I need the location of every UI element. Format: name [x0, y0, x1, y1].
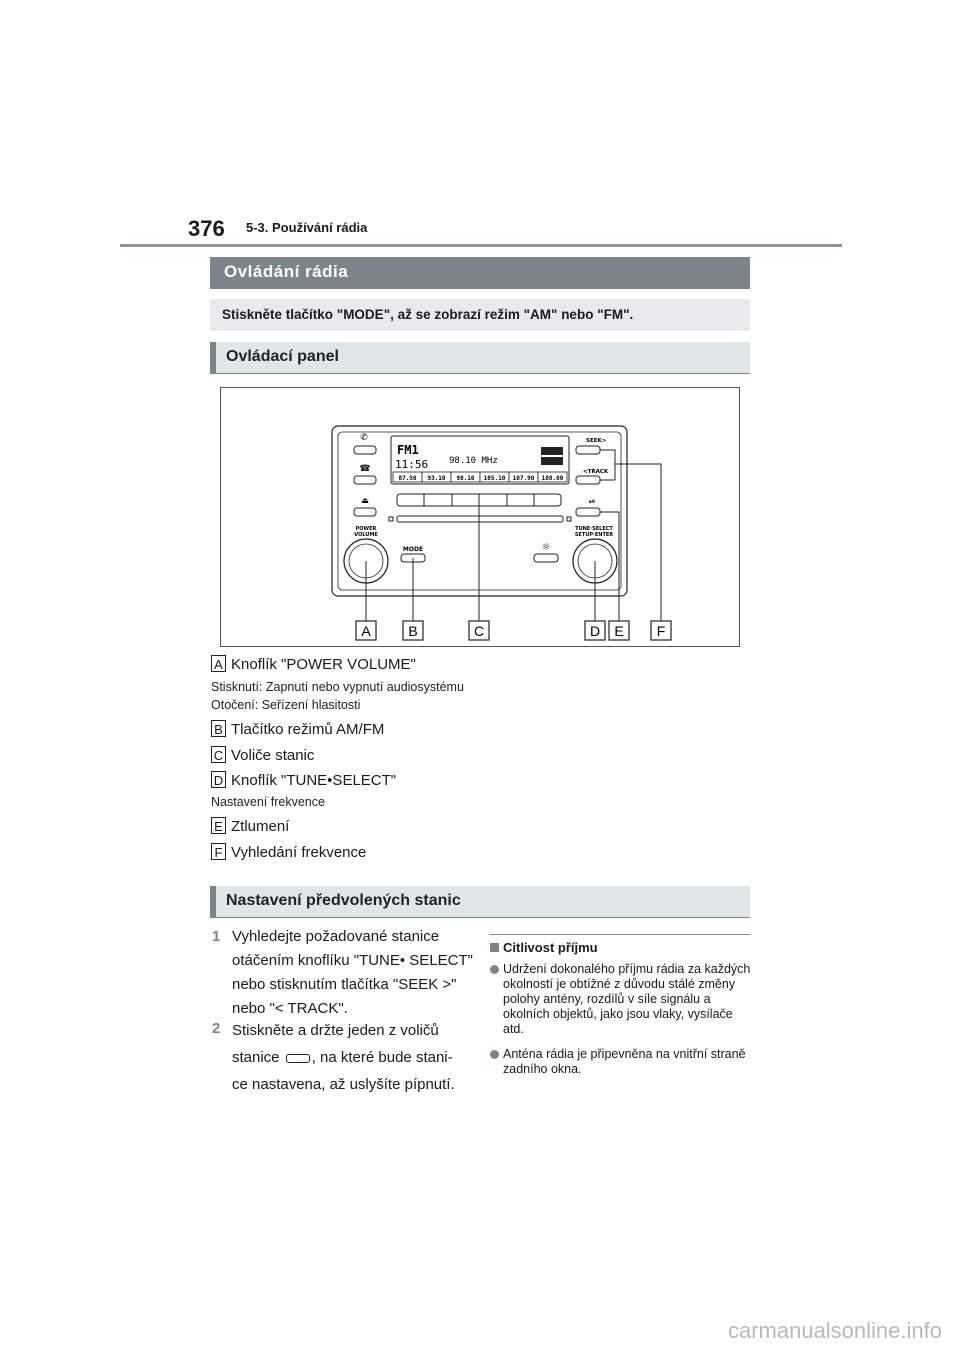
- bullet-dot-icon: [490, 1050, 499, 1059]
- header-divider: [120, 244, 842, 247]
- step-1: [212, 925, 492, 1025]
- svg-text:VOLUME: VOLUME: [354, 532, 378, 538]
- sidebar-bullet: Anténa rádia je připevněna na vnitřní straně zadního okna.: [490, 1047, 752, 1081]
- legend-label: Knoflík "POWER VOLUME": [231, 656, 416, 673]
- play-pause-icon: ⏯: [589, 497, 596, 506]
- legend-letter: B: [211, 720, 226, 737]
- watermark: carmanualsonline.info: [727, 1318, 942, 1343]
- step-number: 2: [212, 1020, 221, 1037]
- legend-row-f: [211, 843, 366, 861]
- callout-letter: A: [361, 623, 371, 639]
- step-2: [212, 1017, 492, 1097]
- callout-letter: C: [473, 623, 485, 639]
- section-title: Ovládání rádia: [224, 262, 349, 281]
- legend-row-b: [211, 720, 384, 738]
- callout-letter: E: [614, 623, 624, 639]
- seek-button: [576, 446, 600, 454]
- brightness-button: [534, 554, 558, 562]
- legend-letter: A: [211, 655, 226, 672]
- tune-select-label: TUNE·SELECT: [575, 526, 613, 532]
- legend-letter: F: [211, 843, 226, 860]
- subsection-bar-control-panel: [210, 342, 750, 374]
- legend-note: Nastavení frekvence: [211, 795, 325, 809]
- subsection-bar-presets: [210, 886, 750, 918]
- svg-text:⏏: ⏏: [361, 496, 369, 505]
- bullet-dot-icon: [490, 965, 499, 974]
- callout-labels: [356, 621, 671, 640]
- callout-letter: B: [408, 623, 418, 639]
- legend-label: Ztlumení: [231, 818, 290, 835]
- step-number: 1: [212, 928, 221, 945]
- seek-label: SEEK>: [586, 438, 607, 444]
- svg-text:✆: ✆: [360, 433, 368, 443]
- legend-label: Voliče stanic: [231, 747, 315, 764]
- preset-label: 105.10: [483, 475, 506, 482]
- sidebar-heading: Citlivost příjmu: [490, 940, 598, 955]
- radio-panel-figure: [220, 387, 740, 647]
- instruction-box: [210, 299, 750, 331]
- legend-letter: D: [211, 771, 226, 788]
- instruction-text: Stiskněte tlačítko "MODE", až se zobrazí režim "AM" nebo "FM".: [222, 307, 634, 322]
- svg-text:☎: ☎: [359, 464, 371, 474]
- step-text: Vyhledejte požadované stanice otáčením knoflíku "TUNE• SELECT" nebo stisknutím tlačítka "SEEK >" nebo "< TRACK".: [232, 928, 473, 1017]
- sidebar-bullet: Udržení dokonalého příjmu rádia za každých okolností je obtížné z důvodu stálé změny polohy antény, rozdílů v síle signálu a okolních objektů, jako jsou vlaky, vysílače atd.: [490, 962, 752, 1042]
- mute-button: [576, 508, 600, 516]
- preset-label: 93.10: [427, 475, 446, 482]
- radio-panel-illustration: [221, 388, 739, 646]
- square-bullet-icon: [490, 943, 499, 952]
- display-time: 11:56: [395, 458, 429, 471]
- legend-note: Otočení: Seřízení hlasitosti: [211, 698, 361, 712]
- legend-label: Vyhledání frekvence: [231, 844, 367, 861]
- preset-label: 87.50: [398, 475, 417, 482]
- legend-row-d: [211, 771, 396, 789]
- svg-text:SETUP·ENTER: SETUP·ENTER: [574, 532, 614, 538]
- callout-letter: F: [656, 623, 666, 639]
- track-label: <TRACK: [583, 469, 609, 475]
- section-reference: 5-3. Používání rádia: [246, 220, 368, 235]
- track-button: [576, 476, 600, 484]
- preset-label: 108.00: [541, 475, 564, 482]
- mode-label: MODE: [402, 546, 424, 553]
- preset-label: 107.90: [512, 475, 535, 482]
- power-volume-label: POWER: [355, 526, 377, 532]
- display-band: FM1: [397, 443, 419, 457]
- page-number: 376: [188, 216, 225, 241]
- preset-button-icon: [286, 1054, 310, 1063]
- cd-slot: [397, 516, 563, 522]
- legend-label: Knoflík "TUNE•SELECT": [231, 772, 397, 789]
- preset-label: 98.10: [456, 475, 475, 482]
- subsection-title: Nastavení předvolených stanic: [226, 892, 461, 909]
- legend-letter: C: [211, 746, 226, 763]
- callout-letter: D: [589, 623, 601, 639]
- brightness-icon: ☼: [541, 542, 551, 553]
- subsection-title: Ovládací panel: [226, 348, 339, 365]
- preset-strip: [393, 472, 567, 482]
- legend-row-a: [211, 655, 416, 673]
- legend-note: Stisknutí: Zapnutí nebo vypnutí audiosystému: [211, 680, 464, 694]
- sidebar-divider: [490, 934, 750, 935]
- legend-row-e: [211, 817, 289, 835]
- step-text: Stiskněte a držte jeden z voličů stanice , na které bude stani- ce nastavena, až uslyšíte pípnutí.: [232, 1022, 455, 1093]
- legend-letter: E: [211, 817, 226, 834]
- section-title-bar: [210, 257, 750, 289]
- display-frequency: 98.10 MHz: [449, 456, 498, 466]
- legend-label: Tlačítko režimů AM/FM: [231, 721, 385, 738]
- legend-row-c: [211, 746, 314, 764]
